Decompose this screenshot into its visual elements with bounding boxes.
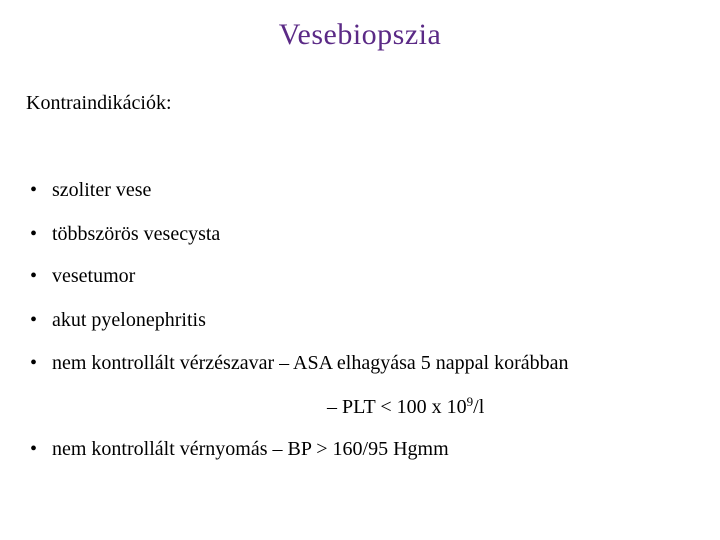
bullet-icon: • — [30, 352, 38, 374]
bullet-icon: • — [30, 223, 38, 245]
plt-exponent: 9 — [466, 394, 474, 409]
contraindications-heading: Kontraindikációk: — [26, 92, 172, 114]
bullet-icon: • — [30, 179, 38, 201]
bullet-item-solitary-kidney — [30, 177, 151, 203]
plt-suffix: /l — [473, 396, 485, 418]
bullet-text: szoliter vese — [52, 179, 152, 201]
bullet-text: nem kontrollált vérnyomás – BP > 160/95 Hgmm — [52, 438, 449, 460]
bullet-text: többszörös vesecysta — [52, 223, 221, 245]
bullet-item-kidney-tumor — [30, 263, 135, 289]
bullet-icon: • — [30, 309, 38, 331]
bullet-icon: • — [30, 265, 38, 287]
bullet-text: nem kontrollált vérzészavar – ASA elhagyása 5 nappal korábban — [52, 352, 569, 374]
plt-sub-line — [327, 394, 484, 420]
bullet-item-bleeding-disorder — [30, 350, 569, 376]
plt-prefix: – PLT < 100 x 10 — [327, 396, 467, 418]
slide-title: Vesebiopszia — [278, 18, 442, 51]
bullet-text: akut pyelonephritis — [52, 309, 206, 331]
bullet-item-hypertension — [30, 436, 449, 462]
bullet-icon: • — [30, 438, 38, 460]
bullet-item-multiple-cysts — [30, 221, 220, 247]
bullet-text: vesetumor — [52, 265, 136, 287]
bullet-item-pyelonephritis — [30, 307, 206, 333]
